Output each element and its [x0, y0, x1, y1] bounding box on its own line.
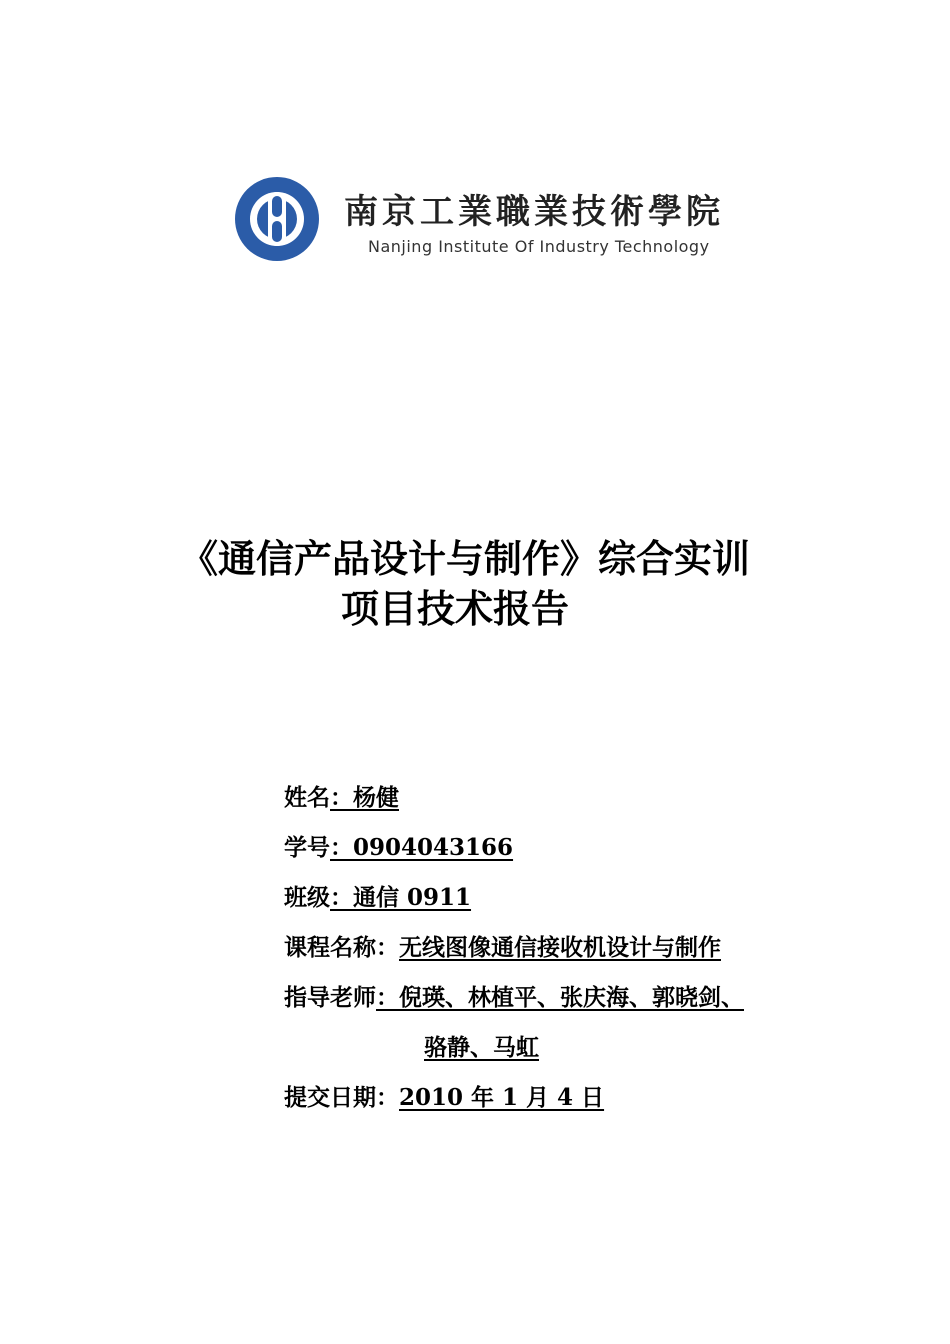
field-date: [284, 1083, 604, 1113]
institute-emblem-icon: [232, 174, 322, 264]
field-name-label: 姓名: [284, 784, 330, 811]
field-advisors-value-line1: ：倪瑛、林植平、张庆海、郭晓剑、: [376, 984, 744, 1011]
field-name-value: ：杨健: [330, 784, 399, 811]
field-course: [284, 933, 721, 963]
field-class-value: ：通信 0911: [330, 884, 472, 911]
field-name: [284, 783, 399, 813]
institute-name-english: Nanjing Institute Of Industry Technology: [368, 237, 710, 256]
field-class: [284, 883, 471, 913]
field-advisors-label: 指导老师: [284, 984, 376, 1011]
field-course-value: 无线图像通信接收机设计与制作: [399, 934, 721, 961]
field-advisors-value-line2: 骆静、马虹: [424, 1034, 539, 1061]
field-date-label: 提交日期：: [284, 1084, 399, 1111]
field-course-label: 课程名称：: [284, 934, 399, 961]
field-advisors: [284, 983, 744, 1013]
field-class-label: 班级: [284, 884, 330, 911]
field-student-id-label: 学号: [284, 834, 330, 861]
field-student-id: [284, 833, 513, 863]
report-title-line1: 《通信产品设计与制作》综合实训: [179, 536, 750, 581]
institute-name-chinese: 南京工業職業技術學院: [344, 192, 724, 232]
field-date-value: 2010 年 1 月 4 日: [399, 1084, 605, 1111]
institute-logo: [232, 174, 732, 264]
report-title-line2: 项目技术报告: [340, 586, 569, 631]
field-student-id-value: ：0904043166: [330, 834, 514, 861]
